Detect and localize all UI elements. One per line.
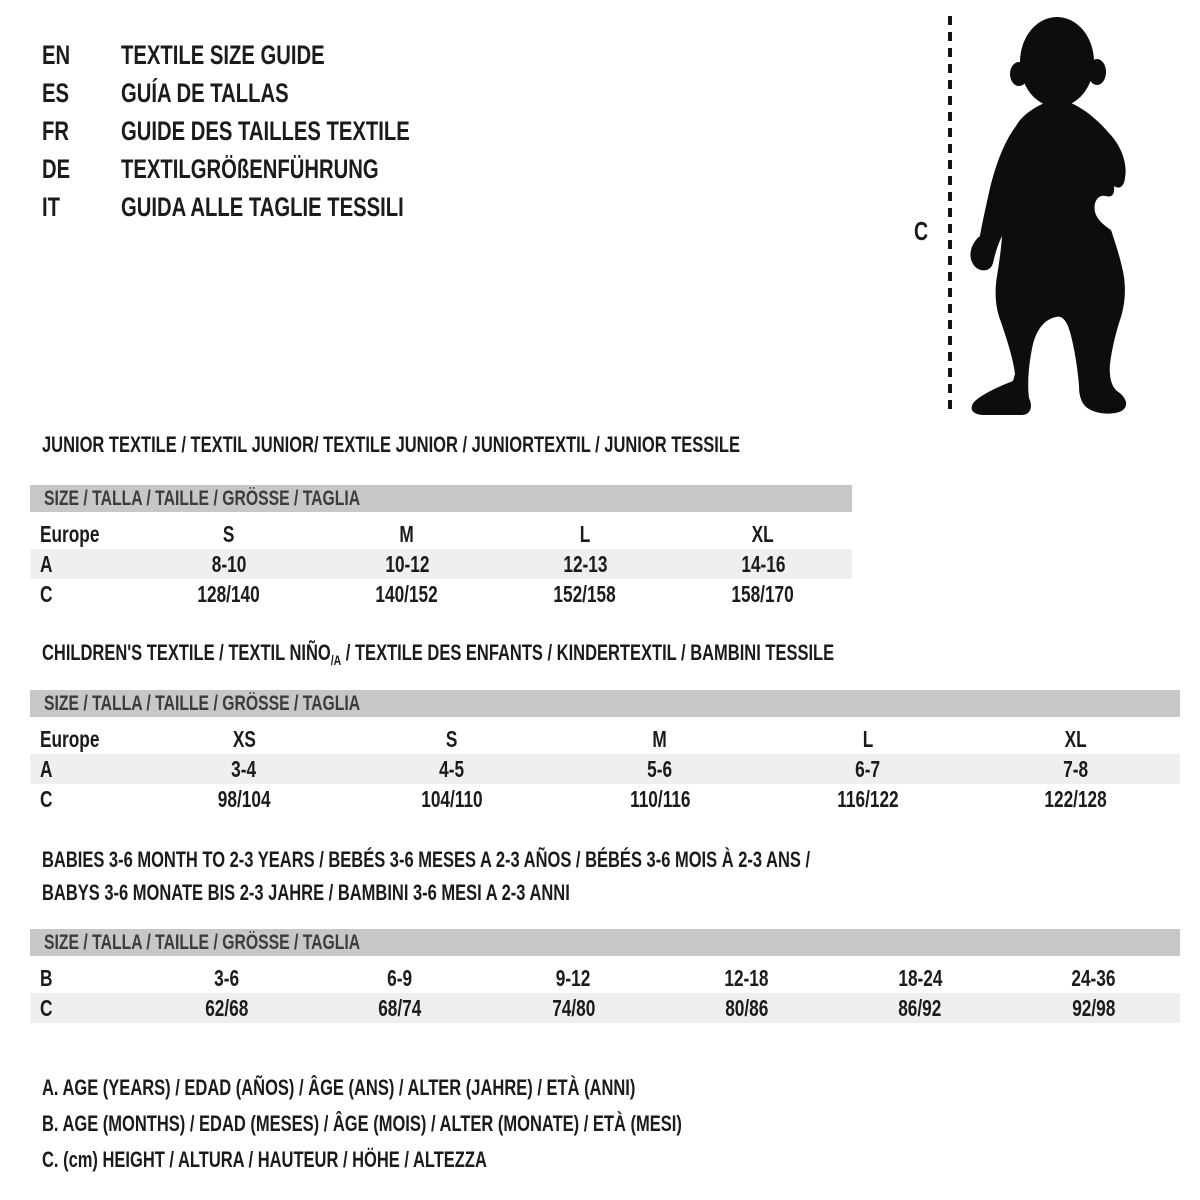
language-row-de	[42, 150, 506, 188]
table-row-europe	[30, 519, 852, 549]
language-title: GUIDA ALLE TAGLIE TESSILI	[121, 191, 404, 222]
size-cell: S	[446, 725, 458, 752]
language-code: ES	[42, 77, 70, 108]
row-label: C	[40, 994, 53, 1021]
babies-size-table	[30, 929, 1180, 1023]
age-cell: 3-6	[214, 964, 240, 991]
junior-section-title: JUNIOR TEXTILE / TEXTIL JUNIOR/ TEXTILE JUNIOR / JUNIORTEXTIL / JUNIOR TESSILE	[42, 432, 740, 457]
height-cell: 62/68	[205, 994, 249, 1021]
children-section-title: CHILDREN'S TEXTILE / TEXTIL $NIÑO_{/A}$ / TEXTILE DES ENFANTS / KINDERTEXTIL / BAMBINI TESSILE	[42, 640, 835, 668]
language-code: IT	[42, 191, 60, 222]
height-cell: 92/98	[1071, 994, 1115, 1021]
age-cell: 10-12	[384, 550, 430, 577]
language-title: TEXTILE SIZE GUIDE	[121, 39, 325, 70]
size-cell: M	[652, 725, 668, 752]
height-cell: 116/122	[837, 785, 899, 812]
junior-size-table	[30, 485, 852, 609]
age-cell: 4-5	[439, 755, 465, 782]
row-label: C	[40, 785, 53, 812]
language-title: TEXTILGRÖßENFÜHRUNG	[121, 153, 379, 184]
table-row-age-months	[30, 963, 1180, 993]
size-cell: XL	[1064, 725, 1088, 752]
row-label: B	[40, 964, 53, 991]
height-measure-dashed-line	[948, 16, 952, 416]
row-label: C	[40, 580, 53, 607]
row-label: A	[40, 755, 53, 782]
table-row-europe	[30, 724, 1180, 754]
height-cell: 140/152	[375, 580, 439, 607]
size-cell: XL	[751, 520, 775, 547]
legend-line-c: C. (cm) HEIGHT / ALTURA / HAUTEUR / HÖHE / ALTEZZA	[42, 1147, 487, 1172]
language-code: DE	[42, 153, 71, 184]
age-cell: 6-7	[855, 755, 881, 782]
row-label: Europe	[40, 725, 100, 752]
row-label: A	[40, 550, 53, 577]
size-header-band: SIZE / TALLA / TAILLE / GRÖSSE / TAGLIA	[30, 690, 1180, 717]
size-header-band: SIZE / TALLA / TAILLE / GRÖSSE / TAGLIA	[30, 485, 852, 512]
table-row-height-cm	[30, 579, 852, 609]
table-row-age-years	[30, 754, 1180, 784]
size-cell: S	[223, 520, 235, 547]
size-header-band: SIZE / TALLA / TAILLE / GRÖSSE / TAGLIA	[30, 929, 1180, 956]
row-label: Europe	[40, 520, 100, 547]
language-code: FR	[42, 115, 69, 146]
height-cell: 98/104	[217, 785, 271, 812]
size-cell: M	[399, 520, 415, 547]
age-cell: 8-10	[211, 550, 247, 577]
height-cell: 128/140	[197, 580, 261, 607]
legend-line-a: A. AGE (YEARS) / EDAD (AÑOS) / ÂGE (ANS) / ALTER (JAHRE) / ETÀ (ANNI)	[42, 1075, 636, 1100]
age-cell: 9-12	[556, 964, 591, 991]
height-cell: 104/110	[421, 785, 483, 812]
age-cell: 18-24	[897, 964, 943, 991]
language-row-en	[42, 36, 506, 74]
table-row-age-years	[30, 549, 852, 579]
language-row-es	[42, 74, 506, 112]
height-cell: 158/170	[731, 580, 795, 607]
height-cell: 86/92	[898, 994, 942, 1021]
age-cell: 3-4	[231, 755, 257, 782]
age-cell: 12-13	[562, 550, 608, 577]
height-cell: 68/74	[378, 994, 422, 1021]
measurement-legend	[42, 1070, 895, 1178]
language-title-list	[42, 36, 506, 226]
language-row-fr	[42, 112, 506, 150]
table-row-height-cm	[30, 993, 1180, 1023]
babies-section-title: BABIES 3-6 MONTH TO 2-3 YEARS / BEBÉS 3-6 MESES A 2-3 AÑOS / BÉBÉS 3-6 MOIS À 2-3 ANS / BABYS 3-6 MONATE BIS 2-3 JAHRE / BAMBINI 3-6 MESI A 2-3 ANNI	[42, 847, 811, 905]
baby-silhouette-image	[962, 14, 1134, 416]
children-size-table	[30, 690, 1180, 814]
table-row-height-cm	[30, 784, 1180, 814]
age-cell: 6-9	[387, 964, 413, 991]
size-cell: L	[862, 725, 874, 752]
size-cell: XS	[232, 725, 256, 752]
age-cell: 24-36	[1071, 964, 1116, 991]
language-title: GUÍA DE TALLAS	[121, 77, 289, 108]
height-cell: 80/86	[725, 994, 769, 1021]
language-title: GUIDE DES TAILLES TEXTILE	[121, 115, 410, 146]
height-cell: 152/158	[553, 580, 617, 607]
height-measure-label: C	[914, 216, 929, 246]
height-cell: 110/116	[629, 785, 691, 812]
nino-a-subscript: /A	[330, 652, 342, 668]
size-cell: L	[579, 520, 591, 547]
height-cell: 74/80	[551, 994, 595, 1021]
language-code: EN	[42, 39, 71, 70]
age-cell: 14-16	[740, 550, 786, 577]
age-cell: 7-8	[1063, 755, 1089, 782]
age-cell: 5-6	[647, 755, 673, 782]
age-cell: 12-18	[724, 964, 769, 991]
height-cell: 122/128	[1044, 785, 1108, 812]
language-row-it	[42, 188, 506, 226]
legend-line-b: B. AGE (MONTHS) / EDAD (MESES) / ÂGE (MOIS) / ALTER (MONATE) / ETÀ (MESI)	[42, 1111, 682, 1136]
